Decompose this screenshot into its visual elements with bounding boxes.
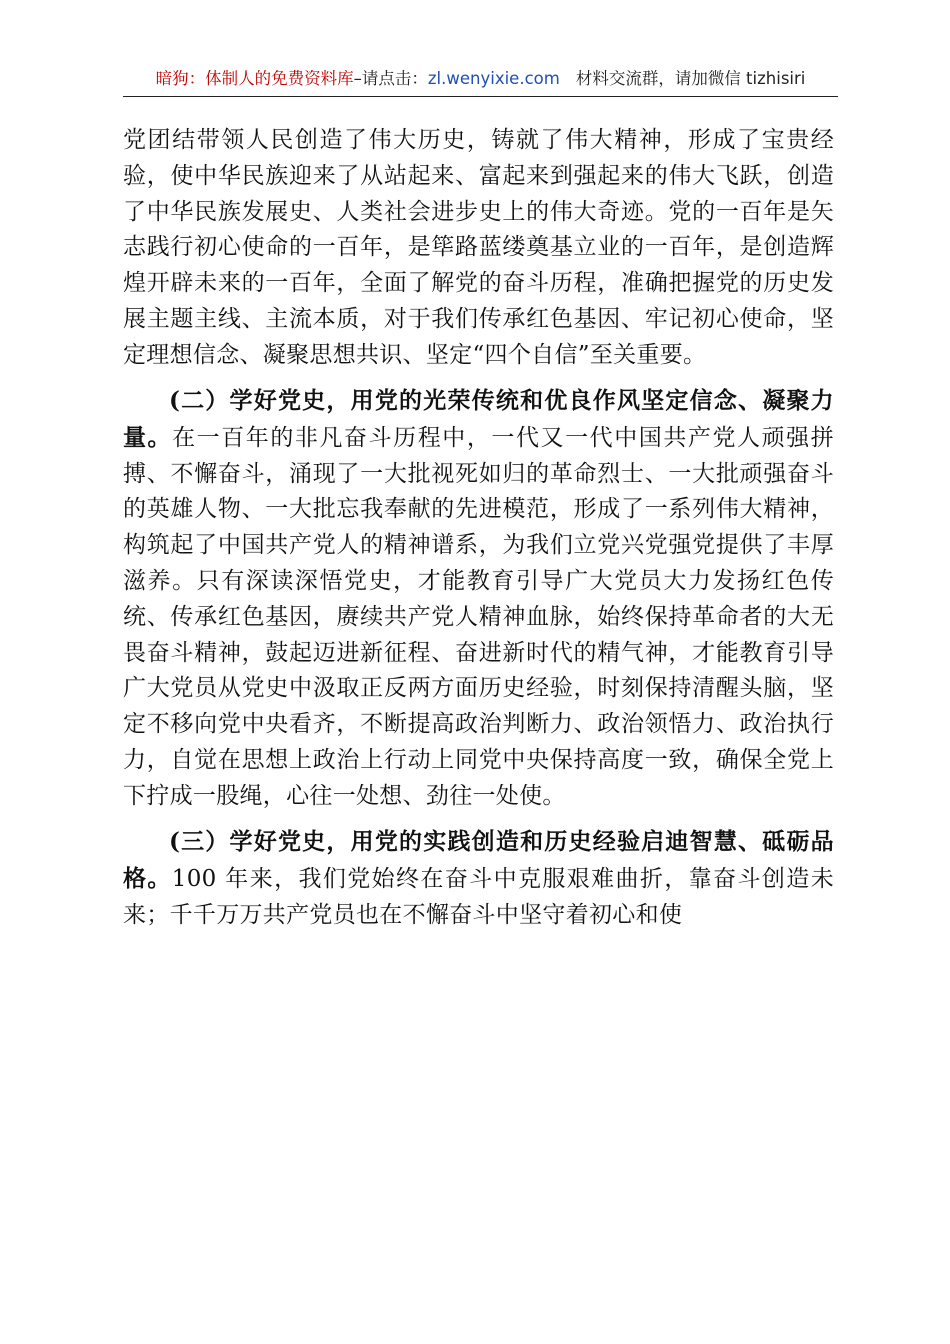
header-site-name: 暗狗：体制人的免费资料库 [155,69,354,88]
paragraph-1 [123,123,834,374]
document-body [123,123,834,933]
paragraph-2-body: 在一百年的非凡奋斗历程中，一代又一代中国共产党人顽强拼搏、不懈奋斗，涌现了一大批视死如归的革命烈士、一大批顽强奋斗的英雄人物、一大批忘我奉献的先进模范，形成了一系列伟大精神，构筑起了中国共产党人的精神谱系，为我们立党兴党强党提供了丰厚滋养。只有深读深悟党史，才能教育引导广大党员大力发扬红色传统、传承红色基因，赓续共产党人精神血脉，始终保持革命者的大无畏奋斗精神，鼓起迈进新征程、奋进新时代的精气神，才能教育引导广大党员从党史中汲取正反两方面历史经验，时刻保持清醒头脑，坚定不移向党中央看齐，不断提高政治判断力、政治领悟力、政治执行力，自觉在思想上政治上行动上同党中央保持高度一致，确保全党上下拧成一股绳，心往一处想、劲往一处使。 [123,424,834,809]
header-url-link[interactable]: zl.wenyixie.com [427,69,560,88]
page-header [123,62,838,97]
header-click-prompt: –请点击： [353,69,428,88]
paragraph-3-body: 100 年来，我们党始终在奋斗中克服艰难曲折，靠奋斗创造未来；千千万万共产党员也在不懈奋斗中坚守着初心和使 [123,865,834,928]
paragraph-2 [123,383,834,815]
section-heading-2: (二）学好党史，用党的光荣传统和优良作风坚定信念、凝聚力量。 [123,386,834,451]
paragraph-3 [123,824,834,933]
header-group-note: 材料交流群，请加微信 tizhisiri [575,69,806,88]
paragraph-1-body: 党团结带领人民创造了伟大历史，铸就了伟大精神，形成了宝贵经验，使中华民族迎来了从站起来、富起来到强起来的伟大飞跃，创造了中华民族发展史、人类社会进步史上的伟大奇迹。党的一百年是矢志践行初心使命的一百年，是筚路蓝缕奠基立业的一百年，是创造辉煌开辟未来的一百年，全面了解党的奋斗历程，准确把握党的历史发展主题主线、主流本质，对于我们传承红色基因、牢记初心使命，坚定理想信念、凝聚思想共识、坚定“四个自信”至关重要。 [123,127,834,368]
section-heading-3: (三）学好党史，用党的实践创造和历史经验启迪智慧、砥砺品格。 [123,827,834,892]
